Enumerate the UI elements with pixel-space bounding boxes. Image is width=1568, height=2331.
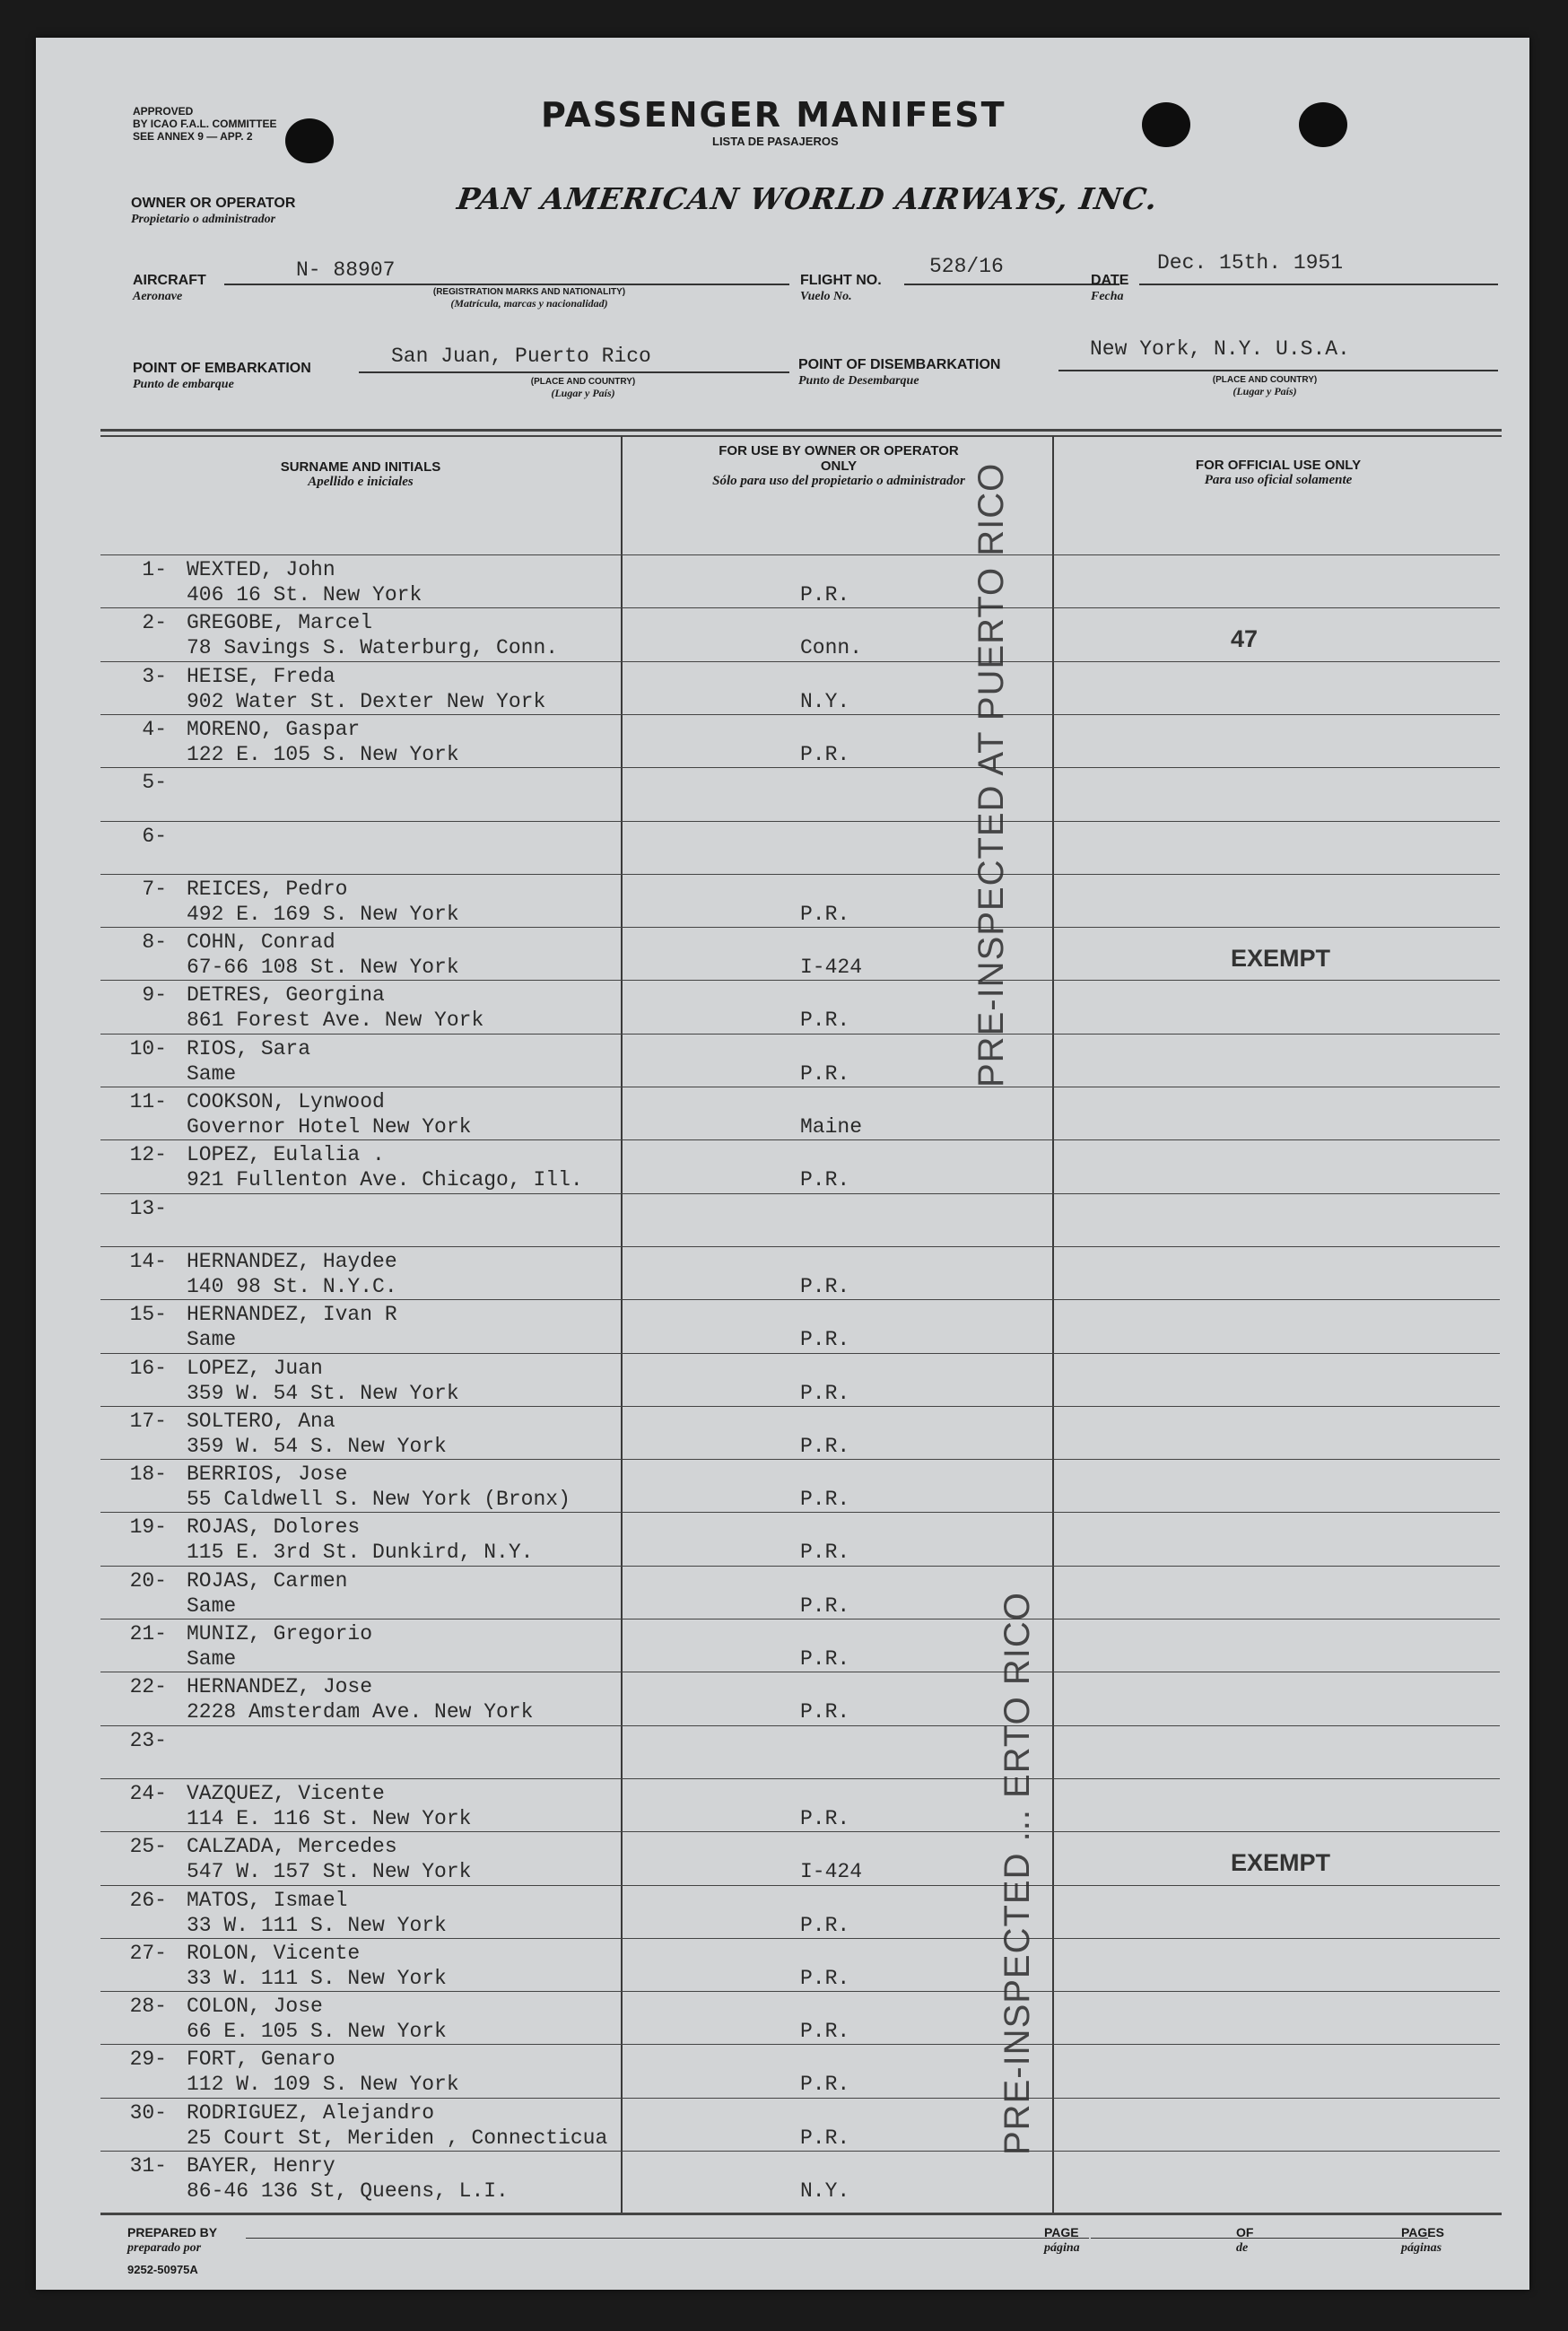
passenger-name: HERNANDEZ, Jose: [187, 1675, 373, 1698]
row-rule: [100, 714, 1500, 715]
owner-use-entry: P.R.: [800, 743, 850, 766]
row-rule: [100, 980, 1500, 981]
owner-use-entry: P.R.: [800, 1647, 850, 1671]
punch-hole: [1142, 102, 1190, 147]
passenger-name: DETRES, Georgina: [187, 983, 385, 1007]
flight-label: [800, 273, 882, 304]
row-rule: [100, 661, 1500, 662]
row-number: 31-: [129, 2154, 167, 2178]
table-row: [100, 1139, 1500, 1192]
place-caption-es: (Lugar y País): [551, 387, 615, 399]
owner-use-entry: I-424: [800, 956, 863, 979]
prepared-by-label: [127, 2225, 217, 2256]
owner-use-entry: Maine: [800, 1115, 863, 1139]
place-caption-en: (PLACE AND COUNTRY): [530, 377, 636, 387]
prepared-by-es: preparado por: [127, 2241, 202, 2255]
disembarkation-label: [798, 357, 1000, 388]
column-header-official: [1058, 458, 1498, 488]
row-number: 12-: [129, 1143, 167, 1166]
pre-inspected-stamp: PRE-INSPECTED AT PUERTO RICO: [971, 462, 1011, 1087]
passenger-name: BAYER, Henry: [187, 2154, 335, 2178]
row-number: 21-: [129, 1622, 167, 1646]
row-rule: [100, 1831, 1500, 1832]
row-number: 19-: [129, 1515, 167, 1539]
column-header-name-es: Apellido e iniciales: [308, 475, 414, 489]
pages-label-es: páginas: [1401, 2241, 1442, 2255]
embarkation-caption: [484, 377, 682, 400]
table-row: [100, 1246, 1500, 1299]
row-rule: [100, 1246, 1500, 1247]
owner-use-entry: P.R.: [800, 1700, 850, 1724]
table-row: [100, 980, 1500, 1033]
row-number: 27-: [129, 1942, 167, 1965]
table-row: [100, 661, 1500, 714]
manifest-sheet: [36, 38, 1529, 2290]
passenger-name: WEXTED, John: [187, 558, 335, 581]
flight-label-es: Vuelo No.: [800, 290, 852, 303]
row-rule: [100, 2098, 1500, 2099]
owner-use-entry: P.R.: [800, 1275, 850, 1298]
passenger-address: 547 W. 157 St. New York: [187, 1860, 472, 1883]
table-row: [100, 1991, 1500, 2044]
form-number: 9252-50975A: [127, 2263, 198, 2276]
page-subtitle: LISTA DE PASAJEROS: [712, 135, 839, 148]
passenger-name: CALZADA, Mercedes: [187, 1835, 397, 1858]
row-rule: [100, 2044, 1500, 2045]
passenger-address: Governor Hotel New York: [187, 1115, 472, 1139]
approval-line: SEE ANNEX 9 — APP. 2: [133, 130, 253, 143]
passenger-address: 66 E. 105 S. New York: [187, 2020, 447, 2043]
flight-underline: [904, 284, 1119, 285]
row-rule: [100, 1459, 1500, 1460]
table-row: [100, 767, 1500, 820]
pre-inspected-stamp: PRE-INSPECTED ... ERTO RICO: [997, 1592, 1037, 2155]
table-row: [100, 1193, 1500, 1246]
owner-use-entry: P.R.: [800, 1062, 850, 1086]
table-row: [100, 1459, 1500, 1512]
table-row: [100, 2044, 1500, 2097]
row-number: 4-: [142, 718, 167, 741]
passenger-address: 861 Forest Ave. New York: [187, 1008, 484, 1032]
place-caption-en: (PLACE AND COUNTRY): [1212, 375, 1318, 385]
row-number: 9-: [142, 983, 167, 1007]
row-number: 7-: [142, 877, 167, 901]
table-row: [100, 874, 1500, 927]
aircraft-caption-es: (Matrícula, marcas y nacionalidad): [450, 297, 608, 310]
passenger-name: HERNANDEZ, Ivan R: [187, 1303, 397, 1326]
passenger-name: COOKSON, Lynwood: [187, 1090, 385, 1113]
table-row: [100, 554, 1500, 607]
page-label-es: página: [1044, 2241, 1080, 2255]
passenger-address: 112 W. 109 S. New York: [187, 2073, 459, 2096]
of-label-en: OF: [1236, 2225, 1254, 2239]
row-rule: [100, 1034, 1500, 1035]
column-header-owner-en: FOR USE BY OWNER OR OPERATOR ONLY: [719, 443, 959, 474]
table-row: [100, 821, 1500, 874]
table-row: [100, 1087, 1500, 1139]
date-label: [1091, 273, 1128, 304]
punch-hole: [285, 118, 334, 163]
passenger-name: MATOS, Ismael: [187, 1889, 348, 1912]
table-row: [100, 1353, 1500, 1406]
row-rule: [100, 821, 1500, 822]
passenger-name: HEISE, Freda: [187, 665, 335, 688]
row-number: 18-: [129, 1462, 167, 1486]
owner-use-entry: P.R.: [800, 583, 850, 607]
passenger-address: 140 98 St. N.Y.C.: [187, 1275, 397, 1298]
table-row: [100, 1034, 1500, 1087]
prepared-by-en: PREPARED BY: [127, 2225, 218, 2239]
passenger-address: 78 Savings S. Waterburg, Conn.: [187, 636, 559, 659]
embarkation-label-es: Punto de embarque: [133, 378, 234, 391]
owner-label: [131, 196, 295, 227]
passenger-name: HERNANDEZ, Haydee: [187, 1250, 397, 1273]
row-number: 25-: [129, 1835, 167, 1858]
table-row: [100, 1406, 1500, 1459]
row-rule: [100, 1566, 1500, 1567]
page-title: PASSENGER MANIFEST: [541, 95, 1006, 135]
table-row: [100, 1885, 1500, 1938]
passenger-address: Same: [187, 1647, 237, 1671]
row-number: 13-: [129, 1197, 167, 1220]
date-label-es: Fecha: [1091, 290, 1124, 303]
row-rule: [100, 1193, 1500, 1194]
passenger-name: MORENO, Gaspar: [187, 718, 361, 741]
approval-line: BY ICAO F.A.L. COMMITTEE: [133, 118, 277, 130]
approval-line: APPROVED: [133, 105, 194, 118]
row-rule: [100, 1725, 1500, 1726]
passenger-name: GREGOBE, Marcel: [187, 611, 373, 634]
row-number: 10-: [129, 1037, 167, 1061]
row-rule: [100, 1353, 1500, 1354]
page-label: [1044, 2225, 1080, 2256]
official-use-entry: EXEMPT: [1231, 945, 1331, 972]
row-rule: [100, 1299, 1500, 1300]
table-row: [100, 1566, 1500, 1619]
passenger-name: MUNIZ, Gregorio: [187, 1622, 373, 1646]
passenger-address: 25 Court St, Meriden , Connecticua: [187, 2126, 608, 2150]
passenger-address: 2228 Amsterdam Ave. New York: [187, 1700, 534, 1724]
row-number: 15-: [129, 1303, 167, 1326]
pages-label: [1401, 2225, 1444, 2256]
owner-use-entry: P.R.: [800, 1328, 850, 1351]
flight-label-en: FLIGHT NO.: [800, 273, 882, 288]
column-header-owner-es: Sólo para uso del propietario o administrador: [712, 474, 965, 488]
row-number: 11-: [129, 1090, 167, 1113]
owner-use-entry: P.R.: [800, 2073, 850, 2096]
row-number: 29-: [129, 2047, 167, 2071]
passenger-address: 33 W. 111 S. New York: [187, 1914, 447, 1937]
passenger-name: RODRIGUEZ, Alejandro: [187, 2101, 435, 2125]
passenger-name: ROJAS, Carmen: [187, 1569, 348, 1593]
disembarkation-label-en: POINT OF DISEMBARKATION: [798, 357, 1001, 372]
table-row: [100, 1672, 1500, 1724]
passenger-address: 33 W. 111 S. New York: [187, 1967, 447, 1990]
column-header-official-en: FOR OFFICIAL USE ONLY: [1195, 458, 1362, 473]
column-header-name: [100, 459, 621, 490]
row-rule: [100, 927, 1500, 928]
row-number: 20-: [129, 1569, 167, 1593]
punch-hole: [1299, 102, 1347, 147]
row-number: 2-: [142, 611, 167, 634]
row-number: 26-: [129, 1889, 167, 1912]
passenger-address: 114 E. 116 St. New York: [187, 1807, 472, 1830]
of-label-es: de: [1236, 2241, 1249, 2255]
row-rule: [100, 1885, 1500, 1886]
row-number: 22-: [129, 1675, 167, 1698]
row-rule: [100, 1991, 1500, 1992]
owner-label-es: Propietario o administrador: [131, 213, 276, 226]
date-value: Dec. 15th. 1951: [1157, 251, 1344, 275]
row-rule: [100, 767, 1500, 768]
aircraft-underline: [224, 284, 789, 285]
row-number: 16-: [129, 1357, 167, 1380]
owner-use-entry: P.R.: [800, 1435, 850, 1458]
passenger-name: COHN, Conrad: [187, 930, 335, 954]
owner-use-entry: P.R.: [800, 1807, 850, 1830]
embarkation-underline: [359, 371, 789, 373]
row-number: 28-: [129, 1995, 167, 2018]
passenger-address: 921 Fullenton Ave. Chicago, Ill.: [187, 1168, 583, 1192]
owner-use-entry: P.R.: [800, 1967, 850, 1990]
owner-use-entry: I-424: [800, 1860, 863, 1883]
row-rule: [100, 1139, 1500, 1140]
passenger-name: VAZQUEZ, Vicente: [187, 1782, 385, 1805]
row-number: 14-: [129, 1250, 167, 1273]
table-bottom-rule: [100, 2213, 1502, 2215]
passenger-name: LOPEZ, Eulalia .: [187, 1143, 385, 1166]
owner-use-entry: P.R.: [800, 2126, 850, 2150]
passenger-address: Same: [187, 1328, 237, 1351]
flight-value: 528/16: [929, 255, 1004, 278]
passenger-name: FORT, Genaro: [187, 2047, 335, 2071]
row-rule: [100, 1406, 1500, 1407]
column-header-official-es: Para uso oficial solamente: [1204, 473, 1353, 487]
passenger-name: ROJAS, Dolores: [187, 1515, 361, 1539]
row-number: 5-: [142, 771, 167, 794]
table-row: [100, 2151, 1500, 2204]
embarkation-label-en: POINT OF EMBARKATION: [133, 361, 311, 376]
row-number: 30-: [129, 2101, 167, 2125]
owner-label-en: OWNER OR OPERATOR: [131, 196, 296, 211]
table-row: [100, 1831, 1500, 1884]
owner-use-entry: P.R.: [800, 1008, 850, 1032]
owner-use-entry: P.R.: [800, 1168, 850, 1192]
aircraft-label: [133, 273, 206, 304]
table-row: [100, 1938, 1500, 1991]
table-row: [100, 1619, 1500, 1672]
date-underline: [1139, 284, 1498, 285]
of-label: [1236, 2225, 1253, 2256]
passenger-address: 115 E. 3rd St. Dunkird, N.Y.: [187, 1541, 534, 1564]
owner-use-entry: P.R.: [800, 1594, 850, 1618]
row-number: 24-: [129, 1782, 167, 1805]
row-number: 1-: [142, 558, 167, 581]
disembarkation-underline: [1058, 370, 1498, 371]
approval-notice: [133, 105, 276, 143]
aircraft-caption-en: (REGISTRATION MARKS AND NATIONALITY): [432, 287, 626, 297]
passenger-name: LOPEZ, Juan: [187, 1357, 323, 1380]
disembarkation-label-es: Punto de Desembarque: [798, 374, 919, 388]
table-top-rule: [100, 429, 1502, 432]
row-rule: [100, 2151, 1500, 2152]
passenger-name: REICES, Pedro: [187, 877, 348, 901]
passenger-address: 359 W. 54 S. New York: [187, 1435, 447, 1458]
passenger-address: Same: [187, 1594, 237, 1618]
owner-use-entry: P.R.: [800, 1541, 850, 1564]
table-row: [100, 607, 1500, 660]
row-number: 3-: [142, 665, 167, 688]
passenger-address: 67-66 108 St. New York: [187, 956, 459, 979]
embarkation-label: [133, 361, 311, 392]
owner-use-entry: P.R.: [800, 1914, 850, 1937]
passenger-address: 406 16 St. New York: [187, 583, 422, 607]
aircraft-value: N- 88907: [296, 258, 396, 282]
passenger-name: BERRIOS, Jose: [187, 1462, 348, 1486]
row-number: 23-: [129, 1729, 167, 1752]
pages-label-en: PAGES: [1401, 2225, 1444, 2239]
row-number: 17-: [129, 1410, 167, 1433]
place-caption-es: (Lugar y País): [1233, 385, 1297, 397]
table-row: [100, 2098, 1500, 2151]
official-use-entry: EXEMPT: [1231, 1849, 1331, 1876]
passenger-address: 55 Caldwell S. New York (Bronx): [187, 1488, 571, 1511]
table-row: [100, 1299, 1500, 1352]
row-rule: [100, 1512, 1500, 1513]
prepared-by-underline: [246, 2238, 1089, 2239]
row-rule: [100, 1938, 1500, 1939]
column-header-owner: [709, 443, 969, 489]
row-number: 8-: [142, 930, 167, 954]
table-row: [100, 1725, 1500, 1778]
aircraft-label-en: AIRCRAFT: [133, 273, 206, 288]
passenger-name: ROLON, Vicente: [187, 1942, 361, 1965]
owner-use-entry: P.R.: [800, 1488, 850, 1511]
disembarkation-value: New York, N.Y. U.S.A.: [1090, 337, 1350, 361]
company-name: PAN AMERICAN WORLD AIRWAYS, INC.: [455, 181, 1161, 216]
row-rule: [100, 607, 1500, 608]
passenger-address: 902 Water St. Dexter New York: [187, 690, 546, 713]
page-label-en: PAGE: [1044, 2225, 1079, 2239]
table-row: [100, 927, 1500, 980]
passenger-name: RIOS, Sara: [187, 1037, 311, 1061]
table-row: [100, 714, 1500, 767]
owner-use-entry: P.R.: [800, 903, 850, 926]
passenger-name: COLON, Jose: [187, 1995, 323, 2018]
owner-use-entry: N.Y.: [800, 690, 850, 713]
aircraft-label-es: Aeronave: [133, 290, 183, 303]
official-use-entry: 47: [1231, 625, 1259, 652]
passenger-address: 86-46 136 St, Queens, L.I.: [187, 2179, 509, 2203]
embarkation-value: San Juan, Puerto Rico: [391, 345, 651, 368]
owner-use-entry: P.R.: [800, 1382, 850, 1405]
passenger-name: SOLTERO, Ana: [187, 1410, 335, 1433]
table-row: [100, 1778, 1500, 1831]
aircraft-caption: [359, 287, 700, 310]
row-rule: [100, 554, 1500, 555]
row-rule: [100, 1778, 1500, 1779]
table-top-rule: [100, 435, 1502, 437]
row-number: 6-: [142, 825, 167, 848]
owner-use-entry: P.R.: [800, 2020, 850, 2043]
date-label-en: DATE: [1091, 273, 1129, 288]
table-row: [100, 1512, 1500, 1565]
column-header-name-en: SURNAME AND INITIALS: [280, 459, 441, 475]
passenger-address: Same: [187, 1062, 237, 1086]
passenger-address: 122 E. 105 S. New York: [187, 743, 459, 766]
owner-use-entry: Conn.: [800, 636, 863, 659]
passenger-address: 492 E. 169 S. New York: [187, 903, 459, 926]
owner-use-entry: N.Y.: [800, 2179, 850, 2203]
passenger-address: 359 W. 54 St. New York: [187, 1382, 459, 1405]
row-rule: [100, 874, 1500, 875]
disembarkation-caption: [1166, 375, 1363, 398]
